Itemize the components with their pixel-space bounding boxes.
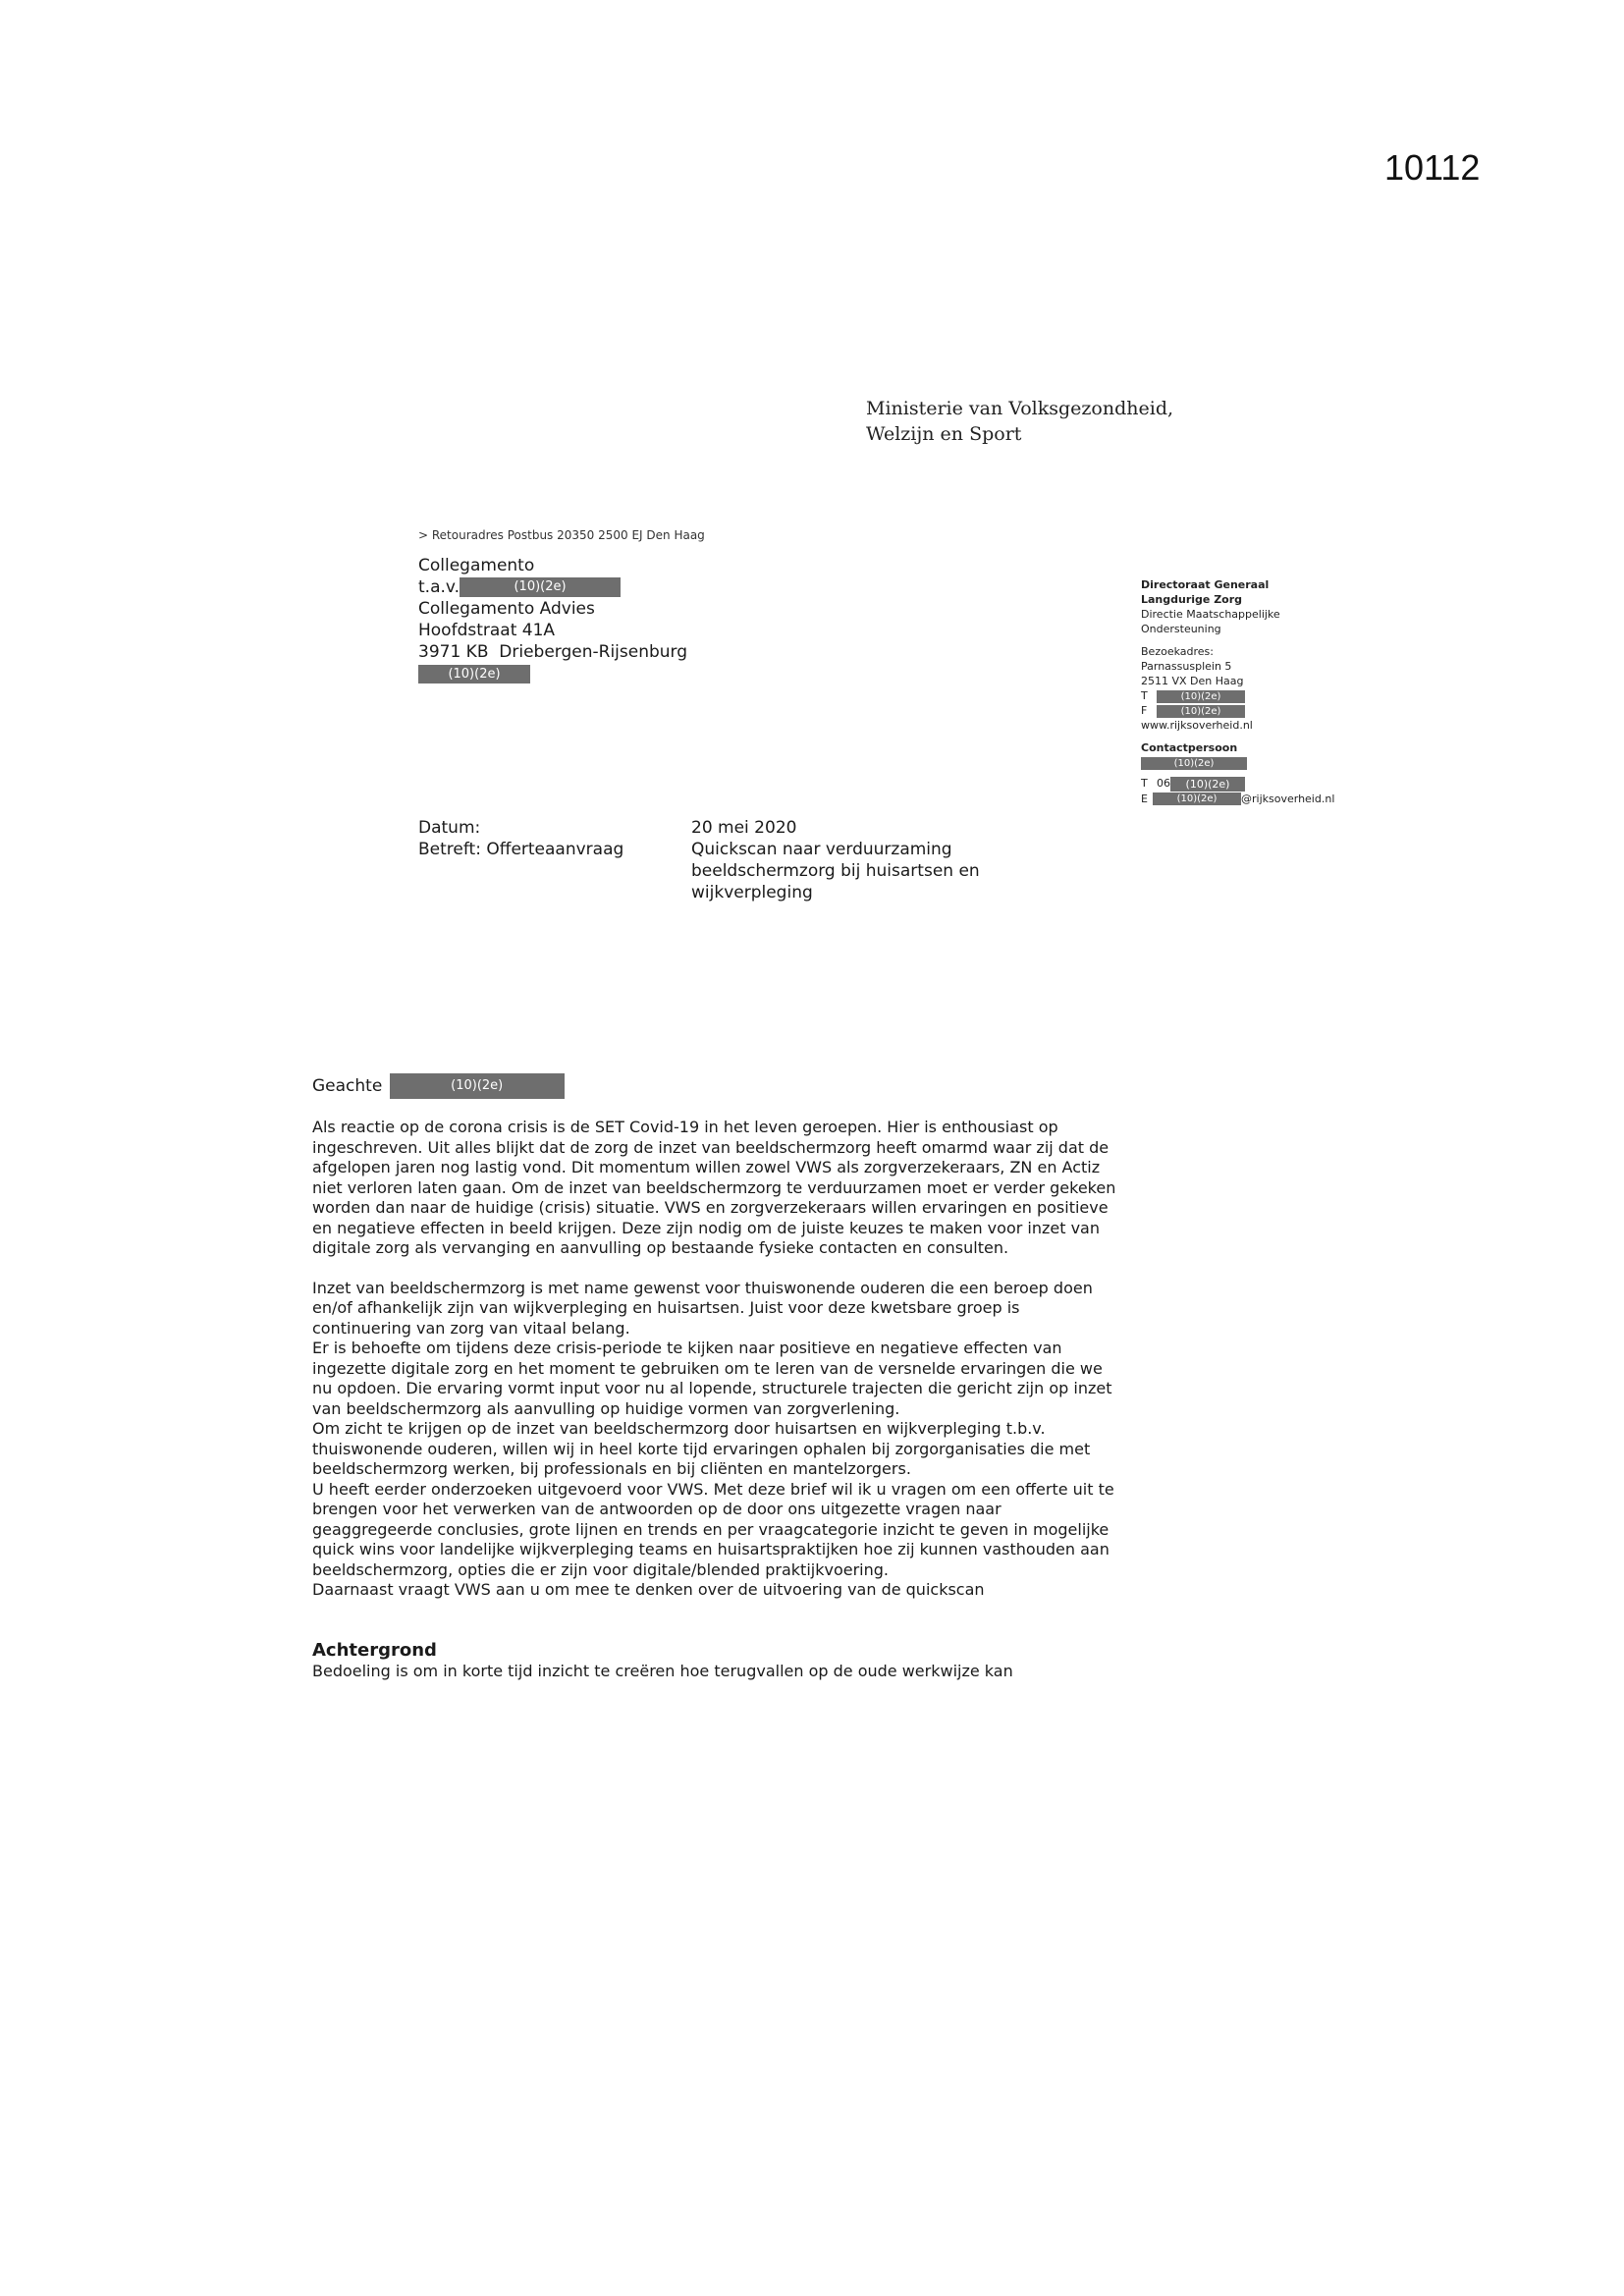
contact-name-line [1141,755,1377,770]
subject-line: beeldschermzorg bij huisartsen en [691,861,980,881]
body-paragraph: Daarnaast vraagt VWS aan u om mee te denken over de uitvoering van de quickscan [312,1580,985,1599]
contact-phone-line [1141,776,1377,792]
recipient-company: Collegamento Advies [418,599,595,619]
visit-street: Parnassusplein 5 [1141,660,1232,673]
contact-email-label: E [1141,792,1148,805]
recipient-city: 3971 KB Driebergen-Rijsenburg [418,642,688,662]
phone-line [1141,688,1377,703]
visit-label: Bezoekadres: [1141,645,1214,658]
letter-body [312,1118,1117,1681]
contact-email-line [1141,792,1377,806]
directorate-line1: Directoraat Generaal [1141,578,1270,591]
recipient-postcode-line [418,663,687,684]
salutation [312,1073,565,1099]
letter-meta [418,817,980,903]
department-line2: Ondersteuning [1141,623,1221,635]
document-number: 10112 [1384,147,1481,188]
recipient-street: Hoofdstraat 41A [418,621,556,640]
date-label: Datum: [418,818,481,838]
sender-sidebar [1141,577,1377,806]
return-address: > Retouradres Postbus 20350 2500 EJ Den Haag [418,528,705,542]
subject-line: wijkverpleging [691,883,813,902]
redaction-block: (10)(2e) [1157,705,1245,718]
contact-label: Contactpersoon [1141,741,1238,754]
salutation-text: Geachte [312,1076,383,1096]
redaction-block: (10)(2e) [390,1073,565,1099]
redaction-block: (10)(2e) [418,665,530,683]
section-heading: Achtergrond [312,1639,437,1661]
subject-label: Betreft: Offerteaanvraag [418,840,624,859]
directorate-line2: Langdurige Zorg [1141,593,1243,606]
body-paragraph: U heeft eerder onderzoeken uitgevoerd voor VWS. Met deze brief wil ik u vragen om een offerte uit te brengen voor het verwerken van de antwoorden op de door ons uitgezette vragen naar geaggregeerde conclusies, grote lijnen en trends en per vraagcategorie inzicht te geven in mogelijke quick wins voor landelijke wijkverpleging teams en huisartspraktijken hoe zij kunnen vasthouden aan beeldschermzorg, opties die er zijn voor digitale/blended praktijkvoering. [312,1479,1114,1579]
date-value: 20 mei 2020 [691,818,797,838]
redaction-block: (10)(2e) [1141,757,1247,770]
recipient-address [418,555,687,684]
redaction-block: (10)(2e) [1153,793,1241,805]
attention-label: t.a.v. [418,577,460,597]
body-paragraph: Om zicht te krijgen op de inzet van beeldschermzorg door huisartsen en wijkverpleging t.b.v. thuiswonende ouderen, willen wij in heel korte tijd ervaringen ophalen bij zorgorganisaties die met beeldschermzorg werken, bij professionals en bij cliënten en mantelzorgers. [312,1419,1091,1478]
ministry-logo-text [866,396,1173,447]
recipient-org: Collegamento [418,556,535,575]
ministry-name-line1: Ministerie van Volksgezondheid, [866,398,1174,419]
body-paragraph: Er is behoefte om tijdens deze crisis-periode te kijken naar positieve en negatieve effecten van ingezette digitale zorg en het moment te gebruiken om te leren van de versnelde ervaringen die we nu opdoen. Die ervaring vormt input voor nu al lopende, structurele trajecten die gericht zijn op inzet van beeldschermzorg als aanvulling op huidige vormen van zorgverlening. [312,1339,1112,1418]
phone-label: T [1141,689,1148,702]
redaction-block: (10)(2e) [460,577,621,597]
redaction-block: (10)(2e) [1170,777,1245,792]
body-paragraph: Bedoeling is om in korte tijd inzicht te creëren hoe terugvallen op de oude werkwijze kan [312,1661,1013,1680]
contact-email-domain: @rijksoverheid.nl [1241,792,1335,805]
fax-line [1141,703,1377,718]
ministry-name-line2: Welzijn en Sport [866,423,1022,445]
contact-phone-prefix: 06 [1157,777,1170,790]
body-paragraph: Inzet van beeldschermzorg is met name gewenst voor thuiswonende ouderen die een beroep doen en/of afhankelijk zijn van wijkverpleging en huisartsen. Juist voor deze kwetsbare groep is continuering van zorg van vitaal belang. [312,1278,1093,1338]
recipient-attention [418,576,687,598]
redaction-block: (10)(2e) [1157,690,1245,703]
visit-city: 2511 VX Den Haag [1141,675,1244,687]
department-line1: Directie Maatschappelijke [1141,608,1280,621]
body-paragraph-group [312,1279,1117,1601]
website: www.rijksoverheid.nl [1141,719,1253,732]
subject-line: Quickscan naar verduurzaming [691,840,952,859]
subject-value [691,839,980,903]
fax-label: F [1141,704,1148,717]
contact-phone-label: T [1141,777,1148,790]
body-paragraph: Als reactie op de corona crisis is de SET Covid-19 in het leven geroepen. Hier is enthousiast op ingeschreven. Uit alles blijkt dat de zorg de inzet van beeldschermzorg heeft omarmd waar zij dat de afgelopen jaren nog lastig vond. Dit momentum willen zowel VWS als zorgverzekeraars, ZN en Actiz niet verloren laten gaan. Om de inzet van beeldschermzorg te verduurzamen moet er verder gekeken worden dan naar de huidige (crisis) situatie. VWS en zorgverzekeraars willen ervaringen en positieve en negatieve effecten in beeld krijgen. Deze zijn nodig om de juiste keuzes te maken voor inzet van digitale zorg als vervanging en aanvulling op bestaande fysieke contacten en consulten. [312,1118,1116,1257]
